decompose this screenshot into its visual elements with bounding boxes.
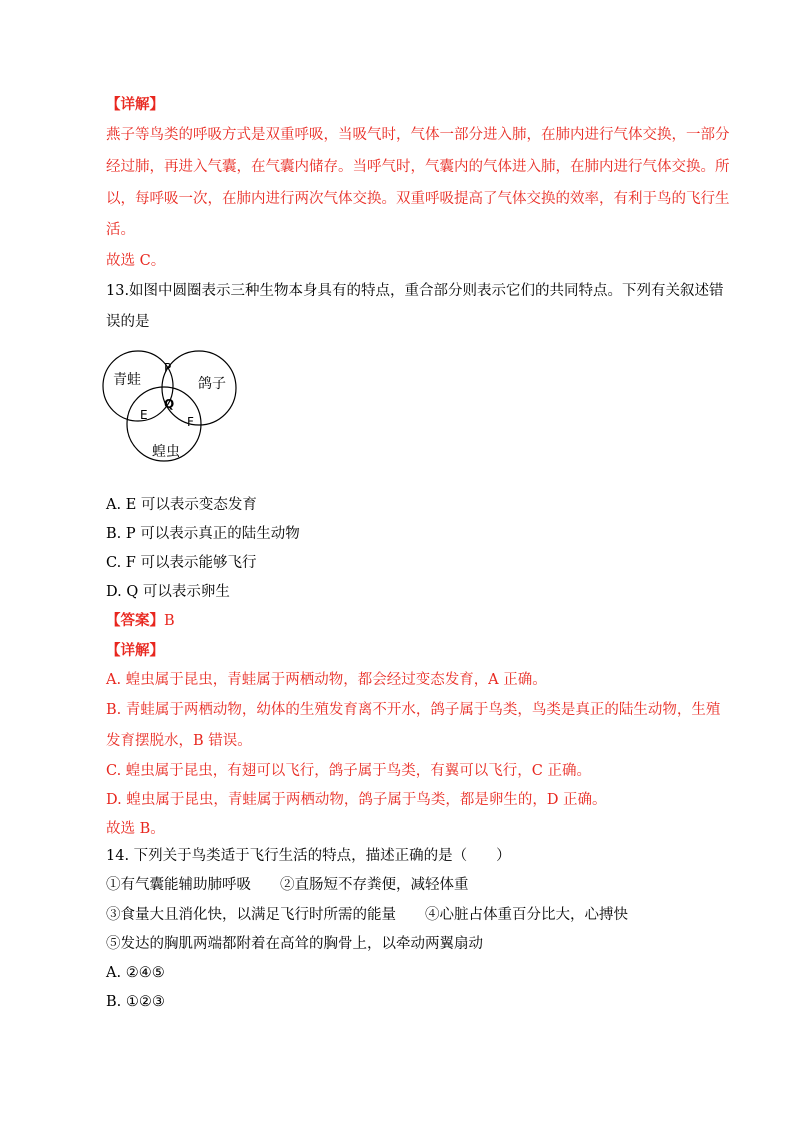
answer-label: 【答案】 [106, 612, 164, 629]
detail-line: C. 蝗虫属于昆虫，有翅可以飞行，鸽子属于鸟类，有翼可以飞行，C 正确。 [106, 763, 591, 779]
detail-line: D. 蝗虫属于昆虫，青蛙属于两栖动物，鸽子属于鸟类，都是卵生的，D 正确。 [106, 792, 607, 808]
statement-line: ①有气囊能辅助肺呼吸 ②直肠短不存粪便，减轻体重 [106, 877, 469, 893]
question-13-stem: 13.如图中圆圈表示三种生物本身具有的特点，重合部分则表示它们的共同特点。下列有关叙述错 [106, 283, 724, 299]
region-q-label: Q [164, 397, 175, 411]
detail-line: 活。 [106, 222, 135, 238]
detail-line: 以，每呼吸一次，在肺内进行两次气体交换。双重呼吸提高了气体交换的效率，有利于鸟的飞行生 [106, 191, 730, 207]
detail-line: A. 蝗虫属于昆虫，青蛙属于两栖动物，都会经过变态发育，A 正确。 [106, 672, 547, 688]
answer-value: B [164, 613, 175, 629]
statement-line: ⑤发达的胸肌两端都附着在高耸的胸骨上，以牵动两翼扇动 [106, 936, 483, 952]
detail-line: 发育摆脱水，B 错误。 [106, 733, 252, 749]
venn-diagram [100, 344, 240, 466]
option-c: C. F 可以表示能够飞行 [106, 555, 257, 571]
region-f-label: F [187, 415, 194, 429]
region-p-label: P [164, 361, 172, 375]
option-a: A. E 可以表示变态发育 [106, 497, 257, 513]
statement-line: ③食量大且消化快，以满足飞行时所需的能量 ④心脏占体重百分比大，心搏快 [106, 907, 628, 923]
detail-line: B. 青蛙属于两栖动物，幼体的生殖发育离不开水，鸽子属于鸟类，鸟类是真正的陆生动物，生殖 [106, 702, 721, 718]
detail-header: 【详解】 [106, 642, 164, 659]
frog-label: 青蛙 [113, 372, 141, 388]
answer-line [106, 611, 175, 631]
option-a: A. ②④⑤ [106, 965, 165, 981]
detail-line: 经过肺，再进入气囊，在气囊内储存。当呼气时，气囊内的气体进入肺，在肺内进行气体交换。所 [106, 159, 730, 175]
detail-line: 燕子等鸟类的呼吸方式是双重呼吸，当吸气时，气体一部分进入肺，在肺内进行气体交换，一部分 [106, 127, 730, 143]
question-13-stem-cont: 误的是 [106, 314, 150, 330]
option-b: B. ①②③ [106, 994, 165, 1010]
region-e-label: E [140, 408, 148, 422]
choose-line: 故选 B。 [106, 821, 165, 837]
choose-line: 故选 C。 [106, 253, 166, 269]
option-b: B. P 可以表示真正的陆生动物 [106, 526, 300, 542]
detail-header: 【详解】 [106, 96, 164, 113]
option-d: D. Q 可以表示卵生 [106, 584, 230, 600]
question-14-stem: 14. 下列关于鸟类适于飞行生活的特点，描述正确的是（ ） [106, 848, 511, 864]
locust-label: 蝗虫 [152, 444, 180, 460]
pigeon-label: 鸽子 [198, 376, 226, 392]
